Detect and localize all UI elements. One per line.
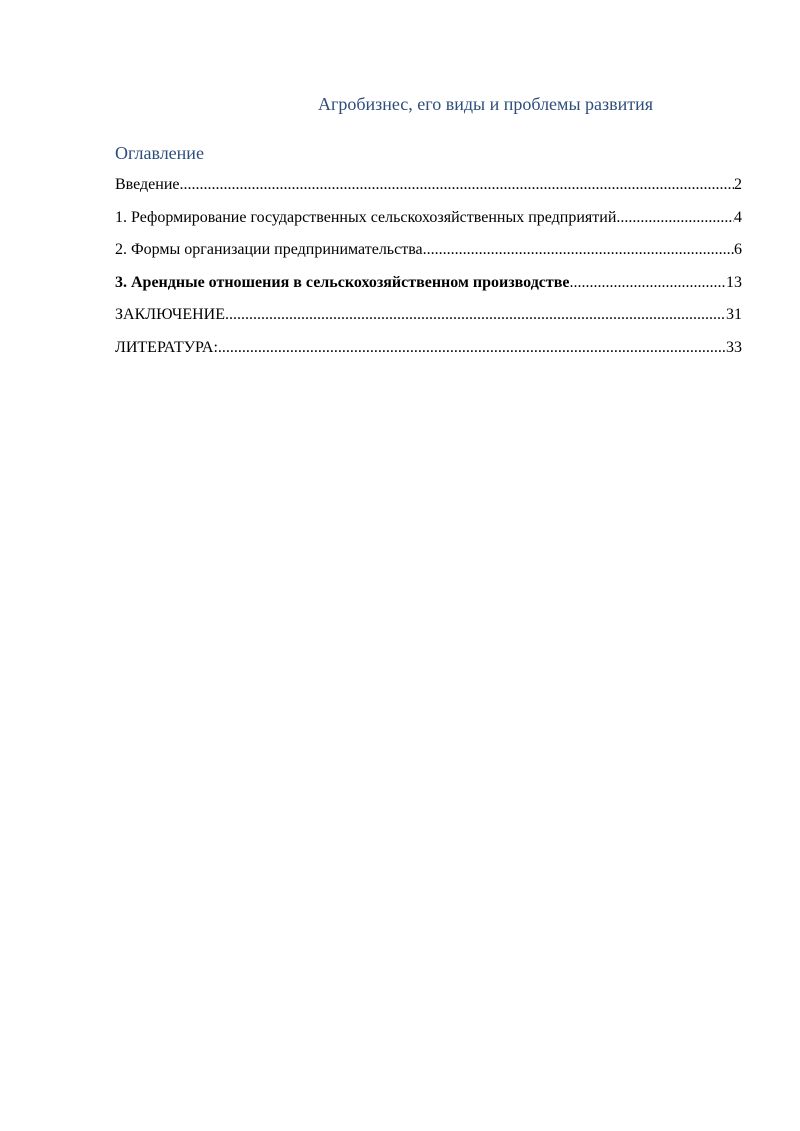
toc-entry-conclusion[interactable]: [115, 303, 742, 336]
document-title-text: Агробизнес, его виды и проблемы развития: [317, 94, 654, 114]
toc-entry-page: 31: [726, 306, 742, 323]
toc-entry-chapter-2[interactable]: [115, 238, 742, 271]
toc-entry-literature[interactable]: [115, 336, 742, 369]
toc-entry-page: 2: [734, 176, 742, 193]
toc-entry-label: 3. Арендные отношения в сельскохозяйственном производстве: [115, 273, 570, 291]
toc-entry-introduction[interactable]: [115, 173, 742, 206]
toc-dot-leader: [616, 206, 734, 230]
toc-entry-label: ЛИТЕРАТУРА:: [115, 338, 218, 356]
toc-dot-leader: [218, 336, 726, 360]
toc-entry-page: 6: [734, 241, 742, 258]
toc-dot-leader: [225, 303, 726, 327]
toc-entry-page: 33: [726, 338, 742, 356]
toc-entry-label: 1. Реформирование государственных сельскохозяйственных предприятий: [115, 208, 617, 226]
toc-entry-page: 4: [734, 208, 742, 226]
document-title: [115, 92, 742, 116]
table-of-contents: [115, 173, 742, 368]
toc-heading: Оглавление: [115, 143, 204, 163]
toc-entry-chapter-3[interactable]: [115, 271, 742, 304]
toc-entry-label: ЗАКЛЮЧЕНИЕ: [115, 306, 225, 323]
toc-dot-leader: [423, 238, 734, 262]
toc-dot-leader: [180, 173, 735, 197]
toc-entry-label: 2. Формы организации предпринимательства: [115, 241, 423, 258]
toc-entry-page: 13: [726, 273, 742, 291]
toc-entry-chapter-1[interactable]: [115, 206, 742, 239]
toc-dot-leader: [570, 271, 727, 295]
toc-entry-label: Введение: [115, 176, 180, 193]
